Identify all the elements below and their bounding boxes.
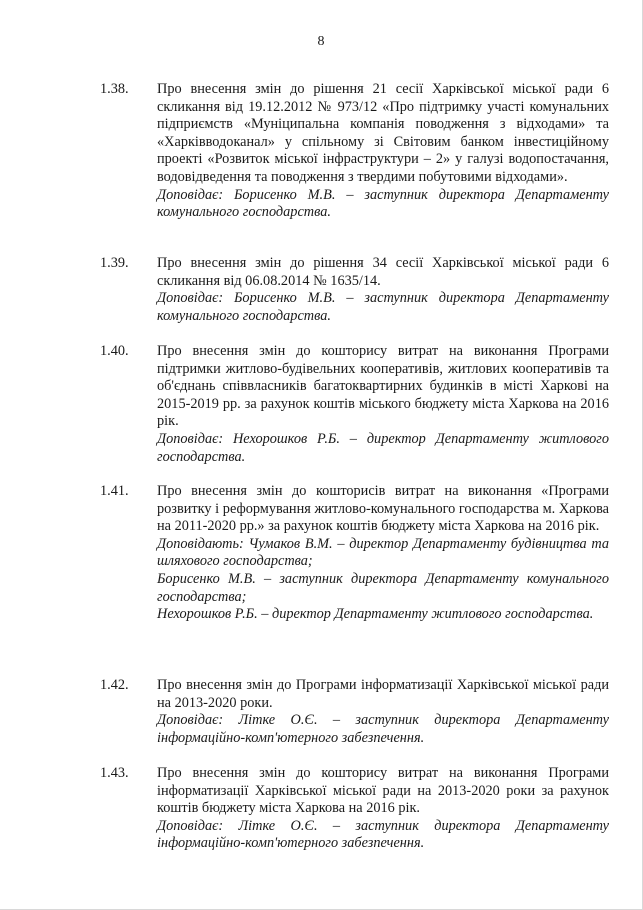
item-number: 1.39. <box>100 255 129 271</box>
item-title: Про внесення змін до кошторисів витрат на виконання «Програми розвитку і реформування житлово-комунального господарства м. Харкова на 2011-2020 рр.» за рахунок коштів бюджету міста Харкова на 2016 рік. <box>157 483 609 535</box>
item-reporter: Доповідає: Літке О.Є. – заступник директора Департаменту інформаційно-комп'ютерного забезпечення. <box>157 712 609 746</box>
item-reporter: Нехорошков Р.Б. – директор Департаменту житлового господарства. <box>157 606 594 623</box>
item-title: Про внесення змін до рішення 21 сесії Харківської міської ради 6 скликання від 19.12.2012 № 973/12 «Про підтримку участі комунальних підприємств «Муніципальна компанія поводження з відходами» та «Харківводоканал» у спільному зі Світовим банком інвестиційному проекті «Розвиток міської інфраструктури – 2» у галузі водопостачання, водовідведення та поводження з твердими побутовими відходами». <box>157 81 609 185</box>
item-number: 1.42. <box>100 677 129 693</box>
item-title: Про внесення змін до кошторису витрат на виконання Програми підтримки житлово-будівельних кооперативів, житлових кооперативів та об'єднань співвласників багатоквартирних будинків в місті Харкові на 2015-2019 рр. за рахунок коштів міського бюджету міста Харкова на 2016 рік. <box>157 343 609 430</box>
item-title: Про внесення змін до кошторису витрат на виконання Програми інформатизації Харківської міської ради на 2013-2020 роки за рахунок коштів бюджету міста Харкова на 2016 рік. <box>157 765 609 817</box>
item-reporter: Доповідає: Літке О.Є. – заступник директора Департаменту інформаційно-комп'ютерного забезпечення. <box>157 817 609 852</box>
item-title: Про внесення змін до рішення 34 сесії Харківської міської ради 6 скликання від 06.08.2014 № 1635/14. <box>157 255 609 289</box>
page-number: 8 <box>317 34 325 49</box>
item-number: 1.40. <box>100 343 129 359</box>
item-title: Про внесення змін до Програми інформатизації Харківської міської ради на 2013-2020 роки. <box>157 677 609 711</box>
item-number: 1.43. <box>100 765 129 781</box>
item-number: 1.41. <box>100 483 129 499</box>
item-body <box>157 81 609 222</box>
item-body <box>157 483 609 624</box>
item-body <box>157 255 609 325</box>
item-number: 1.38. <box>100 81 129 97</box>
item-body <box>157 765 609 853</box>
item-reporter: Борисенко М.В. – заступник директора Департаменту комунального господарства; <box>157 570 609 605</box>
item-body <box>157 677 609 747</box>
item-reporter: Доповідають: Чумаков В.М. – директор Департаменту будівництва та шляхового господарства; <box>157 535 609 570</box>
item-body <box>157 343 609 466</box>
item-reporter: Доповідає: Нехорошков Р.Б. – директор Департаменту житлового господарства. <box>157 430 609 465</box>
item-reporter: Доповідає: Борисенко М.В. – заступник директора Департаменту комунального господарства. <box>157 290 609 324</box>
item-reporter: Доповідає: Борисенко М.В. – заступник директора Департаменту комунального господарства. <box>157 186 609 221</box>
